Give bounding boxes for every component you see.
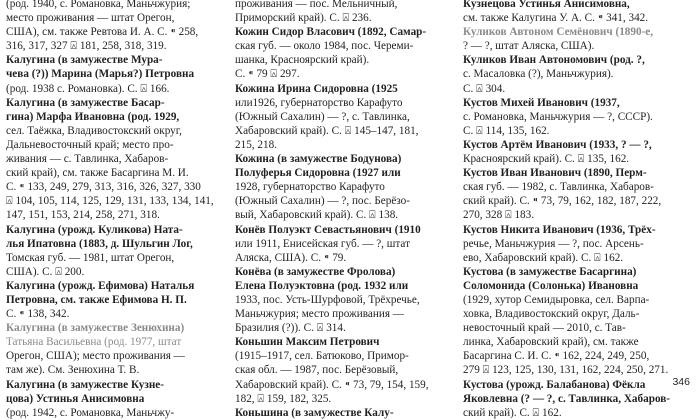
index-line: Калугина (урожд. Куликова) Ната- bbox=[6, 223, 183, 236]
index-line: Полуферья Сидоровна (1927 или bbox=[235, 167, 401, 180]
index-line: Кустов Никита Иванович (1936, Трёх- bbox=[463, 223, 656, 236]
index-line: 1933, пос. Усть-Шурфовой, Трёхречье, bbox=[235, 293, 420, 306]
index-line: 215, 218. bbox=[235, 138, 277, 151]
index-line: Елена Полуэктовна (род. 1932 или bbox=[235, 279, 409, 292]
index-line: лья Ипатовна (1883, д. Шульгин Лог, bbox=[6, 237, 193, 250]
index-line: Калугина (в замужестве Зенюхина) bbox=[6, 322, 185, 335]
index-line: Коньшина (в замужестве Калу- bbox=[235, 406, 394, 419]
index-line: вый, Хабаровский край). С. ⍓ 138. bbox=[235, 209, 399, 222]
index-line: ская обл. — 1987, пос. Берёзовый, bbox=[235, 364, 399, 377]
index-line: С. ⍓ 114, 135, 162. bbox=[463, 124, 550, 137]
index-line: Конёва (в замужестве Фролова) bbox=[235, 265, 396, 278]
index-line: Кустов Артём Иванович (1933, ? — ?, bbox=[463, 138, 652, 151]
index-line: проживания — пос. Мельничный, bbox=[235, 0, 398, 10]
index-line: ховка, Владивостокский округ, Даль- bbox=[463, 308, 640, 321]
index-line: Басаргина С. И. С. ⁌ 162, 224, 249, 250, bbox=[463, 350, 650, 363]
index-line: Кузнецова Устинья Анисимовна, bbox=[463, 0, 630, 10]
index-line: ская губ. — 1982, с. Тавлинка, Хабаров- bbox=[463, 181, 654, 194]
index-line: ⍓ 104, 105, 114, 125, 129, 131, 133, 134, 141, bbox=[6, 195, 214, 208]
index-line: Коньшин Максим Петрович bbox=[235, 336, 380, 349]
index-line: линка, Хабаровский край), см. также bbox=[463, 336, 639, 349]
index-line: ский край), см. также Басаргина М. И. bbox=[6, 167, 189, 180]
index-column-1 bbox=[6, 0, 218, 420]
index-line: гина) Марфа Ивановна (род. 1929, bbox=[6, 110, 180, 123]
index-line: Томская губ. — 1981, штат Орегон, bbox=[6, 251, 175, 264]
index-line: Маньчжурия; место проживания — bbox=[235, 308, 404, 321]
index-line: Кожин Сидор Власович (1892, Самар- bbox=[235, 26, 427, 39]
index-line: Бразилия (?)). С. ⍓ 314. bbox=[235, 322, 346, 335]
index-line: Кустова (урожд. Балабанова) Фёкла bbox=[463, 378, 646, 391]
index-line: (Южный Сахалин) — ?, с. Тавлинка, bbox=[235, 110, 410, 123]
index-line: ский край). С. ⁌ 73, 79, 162, 182, 187, 222, bbox=[463, 195, 662, 208]
index-line: ? — ?, штат Аляска, США). bbox=[463, 40, 595, 53]
page-number: 346 bbox=[672, 376, 690, 388]
index-line: Куликов Автоном Семёнович (1890-е, bbox=[463, 26, 654, 39]
index-line: С. ⁌ 138, 342. bbox=[6, 308, 70, 321]
index-line: там же). См. Зенюхина Т. В. bbox=[6, 364, 140, 377]
index-line: Яковлевна (? — ?, с. Тавлинка, Хабаров- bbox=[463, 392, 671, 405]
index-line: Калугина (в замужестве Кузне- bbox=[6, 378, 165, 391]
index-line: Приморский край). С. ⍓ 236. bbox=[235, 12, 372, 25]
index-line: Петровна, см. также Ефимова Н. П. bbox=[6, 293, 187, 306]
index-line: С. ⁌ 79 ⍓ 297. bbox=[235, 68, 300, 81]
index-line: Калугина (урожд. Ефимова) Наталья bbox=[6, 279, 195, 292]
index-column-3 bbox=[463, 0, 675, 420]
index-line: США). С. ⍓ 200. bbox=[6, 265, 85, 278]
index-line: Татьяна Васильевна (род. 1977, штат bbox=[6, 336, 182, 349]
index-line: ская губ. — около 1984, пос. Череми- bbox=[235, 40, 414, 53]
index-line: (Южный Сахалин) — ?, пос. Берёзо- bbox=[235, 195, 410, 208]
index-line: живания — с. Тавлинка, Хабаров- bbox=[6, 153, 169, 166]
index-line: цова) Устинья Анисимовна bbox=[6, 392, 145, 405]
index-line: 279 ⍓ 123, 125, 130, 131, 162, 224, 250, 271. bbox=[463, 364, 669, 377]
index-line: сел. Таёжка, Владивостокский округ, bbox=[6, 124, 182, 137]
index-line: Кожина (в замужестве Бодунова) bbox=[235, 153, 402, 166]
index-line: с. Романовка, Маньчжурия — ?, СССР). bbox=[463, 110, 653, 123]
index-column-2 bbox=[235, 0, 447, 420]
index-line: 147, 151, 153, 214, 258, 271, 318. bbox=[6, 209, 160, 222]
index-line: (род. 1938 с. Романовка). С. ⍓ 166. bbox=[6, 82, 170, 95]
index-line: С. ⁌ 133, 249, 279, 313, 316, 326, 327, 330 bbox=[6, 181, 201, 194]
index-line: Кожина Ирина Сидоровна (1925 bbox=[235, 82, 398, 95]
index-line: (1929, хутор Семидыровка, сел. Варпа- bbox=[463, 293, 650, 306]
index-line: Хабаровский край). С. ⁌ 73, 79, 154, 159, bbox=[235, 378, 429, 391]
index-line: Конёв Полуэкт Севастьянович (1910 bbox=[235, 223, 421, 236]
index-line: или1926, губернаторство Карафуто bbox=[235, 96, 403, 109]
index-line: США), см. также Ревтова И. А. С. ⁌ 258, bbox=[6, 26, 199, 39]
index-line: Кустов Иван Иванович (1890, Перм- bbox=[463, 167, 647, 180]
index-line: Куликов Иван Автономович (род. ?, bbox=[463, 54, 645, 67]
index-line: Кустова (в замужестве Басаргина) bbox=[463, 265, 637, 278]
index-line: ский край). С. ⍓ 162. bbox=[463, 406, 562, 419]
index-line: Калугина (в замужестве Басар- bbox=[6, 96, 165, 109]
index-line: 182, ⍓ 159, 182, 325. bbox=[235, 392, 332, 405]
index-line: (1915–1917, сел. Батюково, Примор- bbox=[235, 350, 409, 363]
index-line: место проживания — штат Орегон, bbox=[6, 12, 175, 25]
index-line: речье, Маньчжурия — ?, пос. Арсень- bbox=[463, 237, 644, 250]
index-line: Орегон, США); место проживания — bbox=[6, 350, 185, 363]
index-line: (род. 1942, с. Романовка, Маньчжу- bbox=[6, 406, 175, 419]
index-line: Кустов Михей Иванович (1937, bbox=[463, 96, 620, 109]
index-line: с. Масаловка (?), Маньчжурия). bbox=[463, 68, 614, 81]
index-line: 270, 328 ⍓ 183. bbox=[463, 209, 535, 222]
index-line: Соломонида (Солонька) Ивановна bbox=[463, 279, 639, 292]
index-line: чева (?)) Марина (Марья?) Петровна bbox=[6, 68, 195, 81]
index-line: Калугина (в замужестве Мура- bbox=[6, 54, 163, 67]
index-line: Красноярский край). С. ⍓ 135, 162. bbox=[463, 153, 630, 166]
index-line: 316, 317, 327 ⍓ 181, 258, 318, 319. bbox=[6, 40, 167, 53]
index-line: Дальневосточный край; место про- bbox=[6, 138, 174, 151]
index-line: Хабаровский край). С. ⍓ 145–147, 181, bbox=[235, 124, 419, 137]
index-line: невосточный край — 2010, с. Тав- bbox=[463, 322, 626, 335]
index-line: ево, Хабаровский край). С. ⍓ 162. bbox=[463, 251, 624, 264]
index-line: или 1911, Енисейская губ. — ?, штат bbox=[235, 237, 410, 250]
index-line: Аляска, США). С. ⁌ 79. bbox=[235, 251, 347, 264]
index-line: (род. 1940, с. Романовка, Маньчжурия; bbox=[6, 0, 191, 10]
index-line: 1928, губернаторство Карафуто bbox=[235, 181, 385, 194]
index-line: шанка, Красноярский край). bbox=[235, 54, 370, 67]
index-line: С. ⍓ 304. bbox=[463, 82, 506, 95]
index-line: см. также Калугина У. А. С. ⁌ 341, 342. bbox=[463, 12, 649, 25]
